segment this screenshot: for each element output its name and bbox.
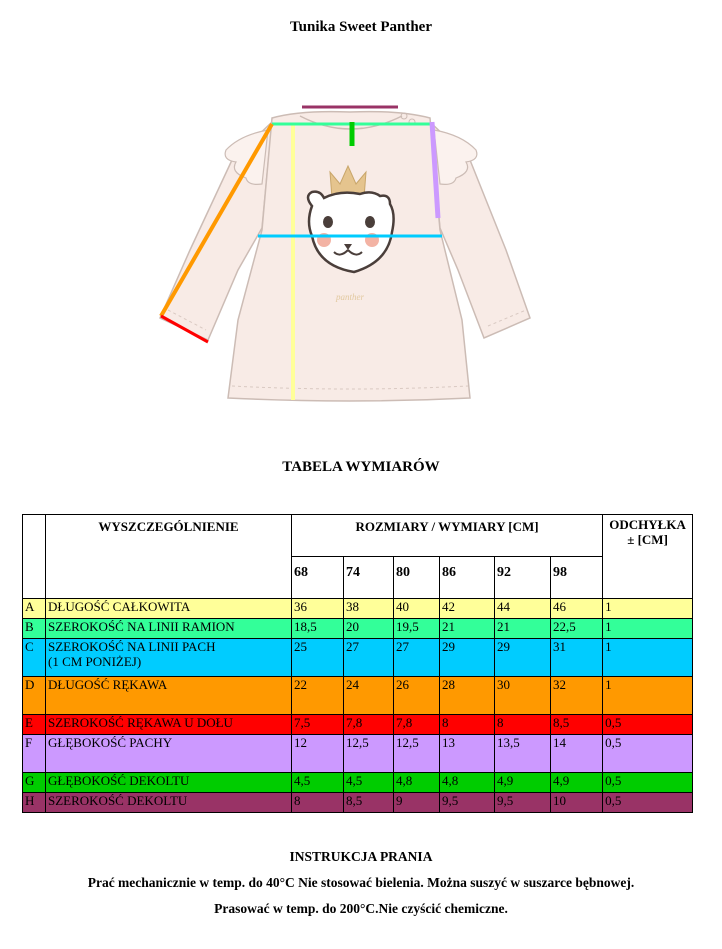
row-value: 8,5	[344, 793, 394, 813]
row-name	[46, 619, 292, 639]
row-tolerance: 0,5	[603, 735, 693, 773]
row-name	[46, 639, 292, 677]
row-value: 44	[495, 599, 551, 619]
row-name	[46, 793, 292, 813]
row-tolerance: 1	[603, 599, 693, 619]
row-name-text: DŁUGOŚĆ CAŁKOWITA	[48, 599, 191, 614]
row-value: 31	[551, 639, 603, 677]
care-line-2: Prasować w temp. do 200°C.Nie czyścić chemiczne.	[214, 901, 508, 916]
row-value: 21	[440, 619, 495, 639]
size-header-98: 98	[551, 557, 603, 599]
row-value: 36	[292, 599, 344, 619]
row-letter: E	[23, 715, 46, 735]
row-value: 9	[394, 793, 440, 813]
table-row	[23, 735, 693, 773]
print-text: panther	[336, 292, 364, 302]
row-letter: G	[23, 773, 46, 793]
table-row	[23, 639, 693, 677]
row-value: 32	[551, 677, 603, 715]
row-value: 28	[440, 677, 495, 715]
size-header-80: 80	[394, 557, 440, 599]
table-row	[23, 619, 693, 639]
row-value: 12,5	[344, 735, 394, 773]
row-letter: B	[23, 619, 46, 639]
row-value: 7,5	[292, 715, 344, 735]
size-header-68: 68	[292, 557, 344, 599]
row-value: 42	[440, 599, 495, 619]
row-value: 19,5	[394, 619, 440, 639]
row-value: 7,8	[344, 715, 394, 735]
size-header-74: 74	[344, 557, 394, 599]
row-value: 9,5	[440, 793, 495, 813]
letter-header-cell	[23, 515, 46, 599]
row-tolerance: 1	[603, 639, 693, 677]
row-value: 24	[344, 677, 394, 715]
row-value: 4,8	[440, 773, 495, 793]
row-value: 29	[495, 639, 551, 677]
row-value: 8	[440, 715, 495, 735]
page-title: Tunika Sweet Panther	[290, 19, 432, 35]
row-name	[46, 735, 292, 773]
row-value: 13,5	[495, 735, 551, 773]
row-value: 40	[394, 599, 440, 619]
row-name-subtext: (1 CM PONIŻEJ)	[48, 654, 142, 669]
row-letter: H	[23, 793, 46, 813]
row-value: 30	[495, 677, 551, 715]
row-name-text: SZEROKOŚĆ RĘKAWA U DOŁU	[48, 715, 233, 730]
row-value: 14	[551, 735, 603, 773]
row-value: 46	[551, 599, 603, 619]
row-value: 21	[495, 619, 551, 639]
row-value: 20	[344, 619, 394, 639]
table-row	[23, 793, 693, 813]
tunic-illustration	[0, 0, 722, 440]
table-row	[23, 715, 693, 735]
row-value: 26	[394, 677, 440, 715]
care-title: INSTRUKCJA PRANIA	[289, 849, 433, 864]
row-value: 27	[344, 639, 394, 677]
row-name-text: SZEROKOŚĆ DEKOLTU	[48, 793, 188, 808]
table-row	[23, 599, 693, 619]
row-name-text: GŁĘBOKOŚĆ PACHY	[48, 735, 173, 750]
row-value: 12	[292, 735, 344, 773]
size-table	[22, 514, 693, 813]
row-value: 4,5	[344, 773, 394, 793]
size-header-92: 92	[495, 557, 551, 599]
row-tolerance: 1	[603, 677, 693, 715]
row-name-text: SZEROKOŚĆ NA LINII RAMION	[48, 619, 235, 634]
row-value: 8,5	[551, 715, 603, 735]
row-letter: A	[23, 599, 46, 619]
row-name-text: DŁUGOŚĆ RĘKAWA	[48, 677, 168, 692]
sizes-header: ROZMIARY / WYMIARY [CM]	[292, 515, 603, 557]
row-value: 9,5	[495, 793, 551, 813]
table-row	[23, 773, 693, 793]
row-tolerance: 1	[603, 619, 693, 639]
row-name-text: SZEROKOŚĆ NA LINII PACH	[48, 639, 216, 654]
row-value: 29	[440, 639, 495, 677]
tolerance-header: ODCHYŁKA ± [CM]	[603, 515, 693, 599]
row-value: 10	[551, 793, 603, 813]
row-value: 22	[292, 677, 344, 715]
row-name	[46, 715, 292, 735]
row-name	[46, 599, 292, 619]
row-value: 4,9	[495, 773, 551, 793]
row-name-text: GŁĘBOKOŚĆ DEKOLTU	[48, 773, 190, 788]
row-value: 22,5	[551, 619, 603, 639]
row-value: 12,5	[394, 735, 440, 773]
row-value: 4,5	[292, 773, 344, 793]
row-value: 25	[292, 639, 344, 677]
row-value: 7,8	[394, 715, 440, 735]
row-value: 4,8	[394, 773, 440, 793]
row-value: 38	[344, 599, 394, 619]
row-name	[46, 773, 292, 793]
care-line-1: Prać mechanicznie w temp. do 40°C Nie stosować bielenia. Można suszyć w suszarce bębnowej.	[87, 875, 635, 890]
row-value: 4,9	[551, 773, 603, 793]
row-letter: F	[23, 735, 46, 773]
table-row	[23, 677, 693, 715]
table-title: TABELA WYMIARÓW	[282, 459, 440, 475]
row-value: 18,5	[292, 619, 344, 639]
row-name	[46, 677, 292, 715]
row-value: 27	[394, 639, 440, 677]
row-letter: D	[23, 677, 46, 715]
row-letter: C	[23, 639, 46, 677]
row-value: 8	[292, 793, 344, 813]
description-header: WYSZCZEGÓLNIENIE	[46, 515, 292, 599]
row-value: 13	[440, 735, 495, 773]
row-tolerance: 0,5	[603, 715, 693, 735]
row-tolerance: 0,5	[603, 793, 693, 813]
row-tolerance: 0,5	[603, 773, 693, 793]
row-value: 8	[495, 715, 551, 735]
size-header-86: 86	[440, 557, 495, 599]
